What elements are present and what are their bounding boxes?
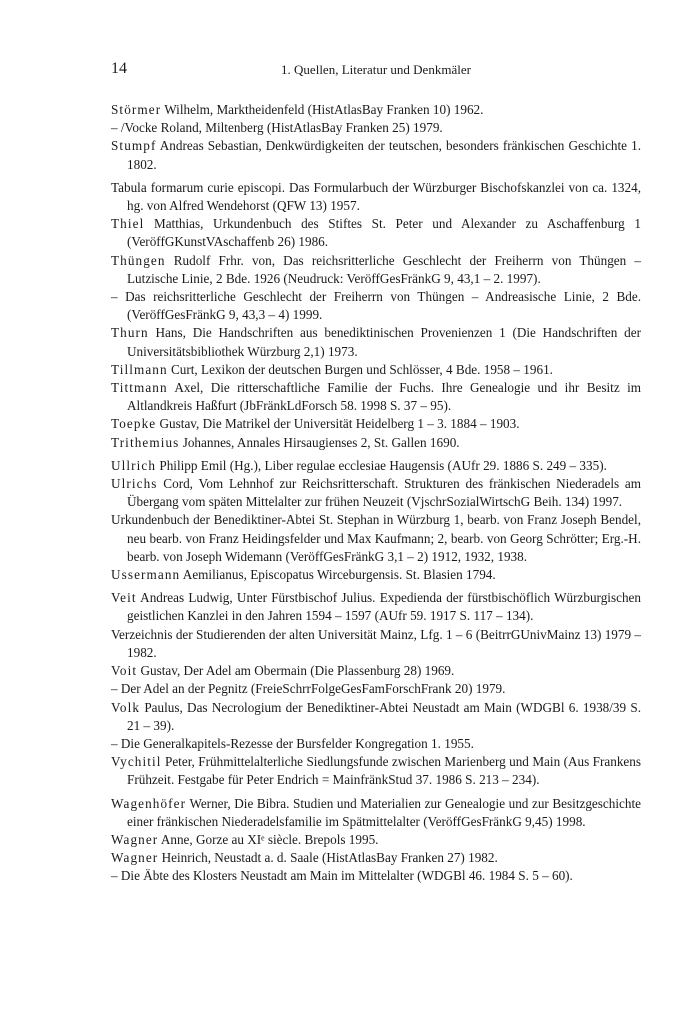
bibliography-group [111, 179, 641, 452]
running-title: 1. Quellen, Literatur und Denkmäler [281, 62, 471, 77]
entry-author: Stumpf [111, 138, 157, 154]
entry-text: Matthias, Urkundenbuch des Stiftes St. Peter und Alexander zu Aschaffenburg 1 (VeröffGKunstVAschaffenb 26) 1986. [127, 216, 641, 250]
entry-author: Störmer [111, 102, 162, 117]
bibliography-entry [111, 324, 641, 360]
bibliography-entry [111, 662, 641, 680]
bibliography-list [111, 101, 641, 891]
entry-text: – Die Äbte des Klosters Neustadt am Main im Mittelalter (WDGBl 46. 1984 S. 5 – 60). [111, 868, 573, 884]
bibliography-entry [111, 288, 641, 324]
bibliography-entry [111, 415, 641, 433]
entry-text: Anne, Gorze au XIᵉ siècle. Brepols 1995. [158, 831, 379, 847]
bibliography-entry [111, 252, 641, 288]
entry-text: Urkundenbuch der Benediktiner-Abtei St. Stephan in Würzburg 1, bearb. von Franz Joseph Bendel, neu bearb. von Franz Heidingsfelder und Max Kaufmann; 2, bearb. von Georg Schrötter; Erg.-H. bearb. von Joseph Widemann (VeröffGesFränkG 3,1 – 2) 1912, 1932, 1938. [111, 512, 641, 564]
bibliography-entry [111, 379, 641, 415]
entry-text: Hans, Die Handschriften aus benediktinischen Provenienzen 1 (Die Handschriften der Universitätsbibliothek Würzburg 2,1) 1973. [127, 325, 641, 359]
bibliography-entry [111, 699, 641, 735]
bibliography-entry [111, 475, 641, 511]
bibliography-entry [111, 867, 641, 885]
entry-author: Thiel [111, 216, 145, 232]
bibliography-entry [111, 831, 641, 849]
entry-author: Wagner [111, 850, 159, 866]
entry-author: Ulrichs [111, 476, 158, 492]
bibliography-entry [111, 626, 641, 662]
entry-author: Wagenhöfer [111, 795, 187, 811]
entry-text: Andreas Sebastian, Denkwürdigkeiten der teutschen, besonders fränkischen Geschichte 1. 1802. [127, 138, 641, 172]
bibliography-entry [111, 361, 641, 379]
bibliography-entry [111, 119, 641, 137]
entry-author: Toepke [111, 416, 157, 432]
entry-text: Gustav, Die Matrikel der Universität Heidelberg 1 – 3. 1884 – 1903. [156, 416, 520, 432]
bibliography-group [111, 589, 641, 789]
bibliography-group [111, 101, 641, 174]
entry-author: Ullrich [111, 457, 157, 473]
entry-text: – /Vocke Roland, Miltenberg (HistAtlasBay Franken 25) 1979. [111, 120, 443, 136]
entry-author: Ussermann [111, 567, 181, 583]
entry-text: Paulus, Das Necrologium der Benediktiner-Abtei Neustadt am Main (WDGBl 6. 1938/39 S. 21 – 39). [127, 699, 641, 733]
bibliography-entry [111, 735, 641, 753]
entry-text: Verzeichnis der Studierenden der alten Universität Mainz, Lfg. 1 – 6 (BeitrrGUnivMainz 13) 1979 – 1982. [111, 626, 641, 660]
bibliography-entry [111, 434, 641, 452]
entry-text: Axel, Die ritterschaftliche Familie der Fuchs. Ihre Genealogie und ihr Besitz im Altlandkreis Haßfurt (JbFränkLdForsch 58. 1998 S. 37 – 95). [127, 380, 641, 414]
bibliography-entry [111, 849, 641, 867]
bibliography-entry [111, 179, 641, 215]
bibliography-entry [111, 215, 641, 251]
entry-text: Aemilianus, Episcopatus Wirceburgensis. St. Blasien 1794. [180, 567, 496, 583]
entry-author: Voit [111, 663, 138, 679]
entry-text: Heinrich, Neustadt a. d. Saale (HistAtlasBay Franken 27) 1982. [158, 850, 498, 866]
entry-text: Curt, Lexikon der deutschen Burgen und Schlösser, 4 Bde. 1958 – 1961. [167, 361, 553, 377]
entry-author: Thüngen [111, 252, 166, 268]
entry-text: Johannes, Annales Hirsaugienses 2, St. Gallen 1690. [179, 434, 460, 450]
bibliography-entry [111, 566, 641, 584]
entry-text: Wilhelm, Marktheidenfeld (HistAtlasBay Franken 10) 1962. [161, 102, 484, 117]
bibliography-group [111, 795, 641, 886]
entry-text: Andreas Ludwig, Unter Fürstbischof Julius. Expedienda der fürstbischöflich Würzburgischen geistlichen Kanzlei in den Jahren 1594 – 1597 (AUfr 59. 1917 S. 117 – 134). [127, 590, 641, 624]
entry-text: Gustav, Der Adel am Obermain (Die Plassenburg 28) 1969. [137, 663, 455, 679]
bibliography-entry [111, 101, 641, 119]
entry-author: Thurn [111, 325, 149, 341]
bibliography-entry [111, 457, 641, 475]
bibliography-entry [111, 589, 641, 625]
entry-text: Tabula formarum curie episcopi. Das Formularbuch der Würzburger Bischofskanzlei von ca. 1324, hg. von Alfred Wendehorst (QFW 13) 1957. [111, 179, 641, 214]
entry-text: Philipp Emil (Hg.), Liber regulae ecclesiae Haugensis (AUfr 29. 1886 S. 249 – 335). [156, 457, 607, 473]
bibliography-entry [111, 753, 641, 789]
entry-text: Cord, Vom Lehnhof zur Reichsritterschaft. Strukturen des fränkischen Niederadels am Übergang vom späten Mittelalter zur frühen Neuzeit (VjschrSozialWirtschG Beih. 134) 1997. [127, 476, 641, 510]
page-number: 14 [111, 60, 127, 77]
bibliography-group [111, 457, 641, 584]
entry-text: – Der Adel an der Pegnitz (FreieSchrrFolgeGesFamForschFrank 20) 1979. [111, 681, 506, 697]
entry-text: – Das reichsritterliche Geschlecht der Freiherrn von Thüngen – Andreasische Linie, 2 Bde. (VeröffGesFränkG 9, 43,3 – 4) 1999. [111, 289, 641, 323]
entry-author: Wagner [111, 831, 159, 847]
bibliography-entry [111, 137, 641, 173]
entry-author: Trithemius [111, 434, 180, 450]
bibliography-entry [111, 795, 641, 831]
bibliography-entry [111, 511, 641, 566]
entry-author: Tittmann [111, 380, 168, 396]
entry-text: Rudolf Frhr. von, Das reichsritterliche Geschlecht der Freiherrn von Thüngen – Lutzische Linie, 2 Bde. 1926 (Neudruck: VeröffGesFränkG 9, 43,1 – 2. 1997). [127, 252, 641, 286]
entry-author: Volk [111, 699, 141, 715]
entry-author: Tillmann [111, 361, 168, 377]
entry-author: Veit [111, 590, 137, 606]
entry-text: – Die Generalkapitels-Rezesse der Bursfelder Kongregation 1. 1955. [111, 735, 474, 751]
page-header [111, 60, 641, 80]
entry-text: Peter, Frühmittelalterliche Siedlungsfunde zwischen Marienberg und Main (Aus Frankens Frühzeit. Festgabe für Peter Endrich = MainfränkStud 37. 1986 S. 213 – 234). [127, 754, 641, 788]
bibliography-entry [111, 680, 641, 698]
entry-author: Vychitil [111, 754, 162, 770]
entry-text: Werner, Die Bibra. Studien und Materialien zur Genealogie und zur Besitzgeschichte einer fränkischen Niederadelsfamilie im Spätmittelalter (VeröffGesFränkG 9,45) 1998. [127, 795, 641, 829]
